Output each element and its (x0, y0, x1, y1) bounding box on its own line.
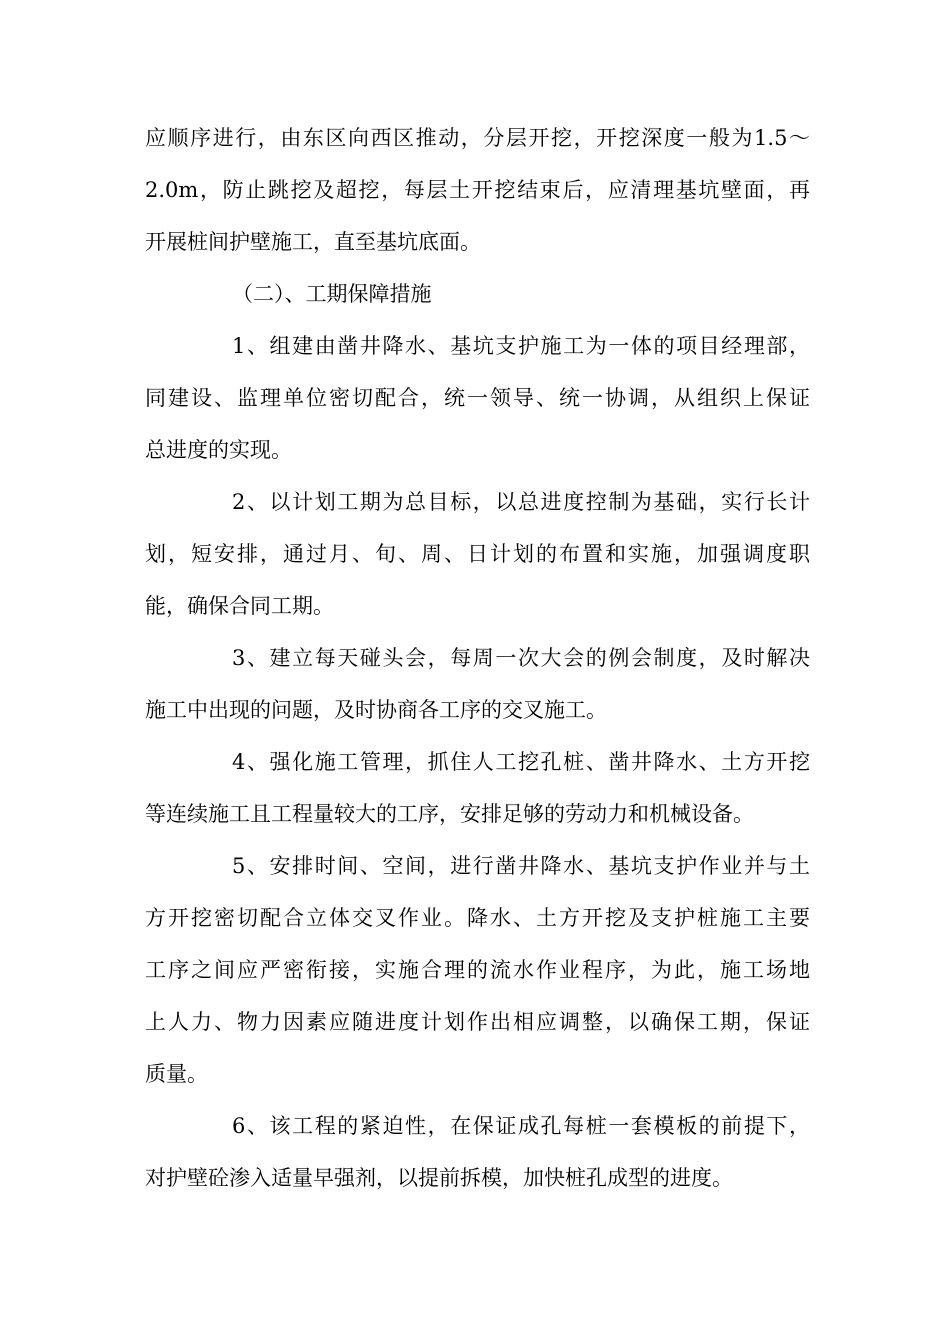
text-line: 5、安排时间、空间，进行凿井降水、基坑支护作业并与土 (232, 854, 810, 878)
text-line: 2、以计划工期为总目标，以总进度控制为基础，实行长计 (232, 490, 810, 514)
text-line: 同建设、监理单位密切配合，统一领导、统一协调，从组织上保证 (145, 386, 810, 410)
text-line: 开展桩间护壁施工，直至基坑底面。 (145, 230, 481, 254)
text-line: 6、该工程的紧迫性，在保证成孔每桩一套模板的前提下， (232, 1114, 810, 1138)
text-line: 能，确保合同工期。 (145, 594, 334, 618)
text-line: 上人力、物力因素应随进度计划作出相应调整，以确保工期，保证 (145, 1010, 810, 1034)
text-line: 总进度的实现。 (145, 438, 292, 462)
text-line: 方开挖密切配合立体交叉作业。降水、土方开挖及支护桩施工主要 (145, 906, 810, 930)
text-line: 对护壁砼渗入适量早强剂，以提前拆模，加快桩孔成型的进度。 (145, 1166, 733, 1190)
section-heading: （二）、工期保障措施 (232, 282, 432, 306)
text-line: 质量。 (145, 1062, 208, 1086)
text-line: 2.0m，防止跳挖及超挖，每层土开挖结束后，应清理基坑壁面，再 (145, 178, 810, 202)
text-line: 工序之间应严密衔接，实施合理的流水作业程序，为此，施工场地 (145, 958, 810, 982)
text-line: 应顺序进行，由东区向西区推动，分层开挖，开挖深度一般为1.5～ (145, 126, 810, 150)
text-line: 划，短安排，通过月、旬、周、日计划的布置和实施，加强调度职 (145, 542, 810, 566)
text-line: 等连续施工且工程量较大的工序，安排足够的劳动力和机械设备。 (145, 802, 754, 826)
text-line: 4、强化施工管理，抓住人工挖孔桩、凿井降水、土方开挖 (232, 750, 810, 774)
text-line: 施工中出现的问题，及时协商各工序的交叉施工。 (145, 698, 607, 722)
text-line: 1、组建由凿井降水、基坑支护施工为一体的项目经理部， (232, 334, 810, 358)
text-line: 3、建立每天碰头会，每周一次大会的例会制度，及时解决 (232, 646, 810, 670)
